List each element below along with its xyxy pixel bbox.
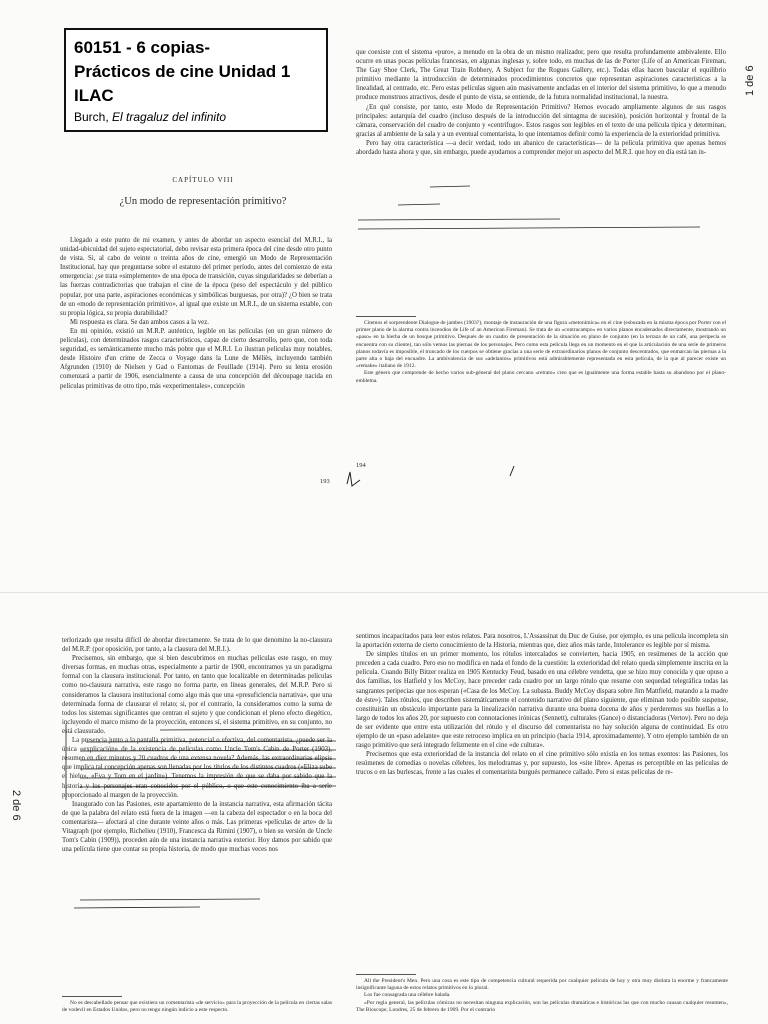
paragraph: sentimos incapacitados para leer estos relatos. Para nosotros, L'Assassinat du Duc de Guise, por ejemplo, es una película incompleta sin la aportación externa de cierto conocimiento de la Historia, mientras que, diez años más tarde, Intolerance es legible por sí misma. (356, 633, 728, 650)
page-bottom-left-footnotes (62, 992, 332, 1014)
footnote: Citemos el sorprendente Dialogue de jambes (1903?), montaje de instauración de una figura «metonímica» en el cine (esbozada en la misma época por Porter con el primer plano de la alarma contra incendios de Life of an American Fireman). Se trata de un «contracampo» en varios planos encadenados directamente, mostrando un «paso» en la hierba de un bosque primitivo. Después de un cuadro de presentación de la situación en plano de conjunto (en la terraza de un café, una peripecia se encuentra con su cliente), tan sólo vemos las piernas de los personajes. Pero como esta película llega en un momento en el que la articulación de una serie de primeros planos todavía es imposible, el truncado de los cuerpos se obtiene gracias a una serie de extraordinarios planos de conjunto descentrados, que enmarcan las piernas a la parte alta o baja del encuadre. La ambivalencia de sus «adelantos» primitivos está admirablemente representada en esta película, de la que al parecer existe un «remake» italiano de 1912. (356, 320, 726, 370)
page-bottom-right-body (356, 632, 728, 778)
page-number: 193 (320, 478, 330, 485)
paragraph: terlorizado que resulta difícil de abordar directamente. Se trata de lo que denomino la no-clausura del M.R.P. (por oposición, por tanto, a la clausura del M.R.I.). (62, 637, 332, 654)
paragraph: Mi respuesta es clara. Se dan ambos casos a la vez. (70, 318, 209, 326)
page-bottom-right (352, 628, 738, 1024)
paragraph: Precisemos, sin embargo, que si bien descubrimos en muchas películas este rasgo, en muy diversas formas, en muchas otras, especialmente a partir de 1900, encontramos ya un paradigma formal con la clausura institucional. Por tanto, en tanto que localizable en determinadas películas como no-clausura narrativa, este rasgo no forma parte, en líneas generales, del M.R.P. Pero si consideramos la clausura institucional como algo más que una «presuficiencia narrativa», que una determinada forma de clausurar el relato; si, por el contrario, la consideramos como la suma de todos los sistemas significantes que centran el sujeto y que condicionan el pleno efecto diegético, incluyendo el marco mismo de la proyección, entonces sí, el sistema primitivo, en su conjunto, no está clausurado. (62, 655, 332, 735)
paragraph: ¿En qué consiste, por tanto, este Modo de Representación Primitivo? Hemos evocado ampliamente algunos de sus rasgos principales: autarquía del cuadro (incluso después de la introducción del sintagma de sucesión), posición horizontal y frontal de la cámara, conservación del cuadro de conjunto y «centrífugo». Estos rasgos son legibles en el texto de una película típica y determinan, gracias al ambiente de la sala y a un eventual comentarista, lo que intentamos definir como la experiencia de la exterioridad primitiva. (356, 103, 726, 138)
footnote-rule (356, 974, 416, 975)
page-bottom-right-footnotes (356, 970, 728, 1014)
paragraph: Inaugurado con las Pasiones, este apartamiento de la instancia narrativa, esta afirmación tácita de que la palabra del relato está fuera de la imagen —en la cabeza del espectador o en la boca del comentarista— afectará al cine durante veinte años o más. Las primeras «películas de arte» de la Vitagraph (por ejemplo, Richelieu (1910), Francesca da Rimini (1907), o bien su versión de Uncle Tom's Cabin (1909)), proceden aún de una instancia narrativa exterior. Hoy damos por sabido que una película tiene que contar su propia historia, de modo que muchas veces nos (62, 800, 332, 854)
header-institution: ILAC (74, 86, 114, 105)
footnote: No es descabellado pensar que existiera un comentarista «de servicio» para la proyección de la película en ciertas salas de vodevil en Estados Unidos, pero no tengo ningún indicio a este respecto. (62, 1000, 332, 1014)
paragraph: Pero hay otra característica —a decir verdad, todo un abanico de características— de la película primitiva que apenas hemos abordado hasta ahora y que, sin embargo, puede ayudarnos a comprender mejor un aspecto del M.R.I. que hoy en día está tan in- (356, 139, 726, 157)
footnote: Este género que comprende de hecho varios sub-géneral del plano cercano «retrato» creo que es igualmente una forma estable hasta su abandono por el plano-emblema. (356, 370, 726, 384)
footnote-rule (62, 996, 122, 997)
page-number: 194 (356, 462, 366, 469)
paragraph: De simples títulos en un primer momento, los rótulos intercalados se convierten, hacia 1905, en resúmenes de la acción que preceden a cada cuadro. Pero eso no modifica en nada el fondo de la cuestión: la exterioridad del relato queda simplemente inscrita en la película. Cuando Billy Bitzer realiza en 1905 Kentucky Feud, basado en una célebre vendetta, que se hizo muy conocida y que opuso a dos familias, los Hatfield y los McCoy, hace preceder cada cuadro por un largo rótulo que resume con sequedad telegráfica todas las sangrantes peripecias que nos esperan («Casa de los McCoy. La subasta. Buddy McCoy dispara sobre Jim Mattfield, matando a la madre de éste»). Tales rótulos, que describen sistemáticamente el contenido narrativo del plano siguiente, que eliminan todo posible suspense, constituirán un obstáculo importante para la linealización narrativa durante una buena docena de años y perderemos sus huellas a lo largo de todos los años 20, por supuesto con connotaciones irónicas (Sennett), culturales (Gance) o distanciadoras (Vertov). Pero no deja de ser evidente que entre esta utilización del rótulo y el discurso del comentarista no hay solución alguna de continuidad. Es otro ejemplo de un «paso adelante» que este retroceso implica en un principio (hacia 1914, aproximadamente). Y otro ejemplo también de un rasgo primitivo que será integrado felizmente en el cine «de cultura». (356, 651, 728, 750)
page-bottom-left (60, 628, 342, 1024)
header-book-title: El tragaluz del infinito (112, 110, 227, 124)
paragraph: Precisemos que esta exterioridad de la instancia del relato en el cine primitivo sólo existía en los temas exentos: las Pasiones, los resúmenes de comedias o novelas célebres, los melodramas y, por supuesto, los «site libre». Apenas es perceptible en las películas de trucos o en las burlescas, frente a las cuales el comentarista burgués permanece callado. Pero si estas películas de re- (356, 751, 728, 777)
chapter-label: CAPÍTULO VIII (172, 176, 234, 184)
footnote-rule (356, 316, 416, 317)
header-author: Burch, (74, 110, 109, 124)
paragraph: que coexiste con el sistema «puro», a menudo en la obra de un mismo realizador, pero que resulta profundamente ambivalente. Ello ocurre en unas pocas películas francesas, en algunas inglesas y, sobre todo, en muchas de las de Porter (Life of an American Fireman, The Gay Shoe Clerk, The Great Train Robbery, A Subject for the Rogues Gallery, etc.). Todas ellas hacen bascular el equilibrio primitivo mediante la introducción de determinados procedimientos concretos que representan aspiraciones características a la linealidad, al centrado, etc. Pero estas películas siguen aún masivamente ancladas en el interior del sistema primitivo, lo que a menudo produce monstruos atractivos, desde el punto de vista, se entiende, de la futura normalidad institucional, la nuestra. (356, 49, 726, 102)
page-193-body (60, 236, 332, 391)
header-course: Prácticos de cine Unidad 1 (74, 62, 291, 81)
page-194-body (356, 48, 726, 157)
paragraph: La presencia junto a la pantalla primitiva, potencial o efectiva, del comentarista, ¿puede ser la única «explicación» de la existencia de películas como Uncle Tom's Cabin de Porter (1903), resumen en diez minutos y 20 cuadros de una extensa novela? Además, las extraordinarias elipsis que implica tal concepción apenas son llenadas por los títulos de los distintos cuadros («Eliza sube el hielo», «Eva y Tom en el jardín»). Tenemos la impresión de que se daba por sabido que la historia y los personajes eran conocidos por el público, o que este conocimiento iba a serle proporcionado al margen de la proyección. (62, 737, 332, 799)
page-194-footnotes (356, 312, 726, 385)
footnote: All the President's Men. Pero una cosa es este tipo de competencia cultural requerida por cualquier película de hoy y otra muy distinta la enorme y francamente insignificante laguna de estos relatos primitivos en lo plural. (356, 978, 728, 992)
side-label-right: 1 de 6 (744, 65, 756, 96)
page-bottom-left-body (62, 636, 332, 854)
footnote: Los fue consagrada una célebre balada. (364, 992, 451, 999)
header-source (74, 108, 318, 126)
page-194 (352, 0, 737, 500)
header-box (64, 28, 328, 132)
scan-fold-line (0, 592, 768, 593)
chapter-title: ¿Un modo de representación primitivo? (119, 196, 287, 207)
paragraph: En mi opinión, existió un M.R.P. auténtico, legible en las películas (en un gran número de películas), con determinados rasgos característicos, capaz de cierto desarrollo, pero que, con toda seguridad, es semánticamente mucho más pobre que el M.R.I. Lo ilustran películas muy notables, desde Histoire d'un crime de Zecca o Voyage dans la Lune de Méliès, incluyendo también Afgrunden (1910) de Nielsen y Gad o Fantomas de Feuillade (1914). Pero su lenta erosión comenzará a partir de 1906, esencialmente a causa de una concepción del découpage nacida en películas primitivas de otro tipo, más «experimentales», concepción (60, 327, 332, 390)
side-label-left: 2 de 6 (10, 790, 22, 821)
footnote: «Por regla general, las películas cómicas no necesitan ninguna explicación, son las películas dramáticas e históricas las que con mucho causan cualquier resumen», The Bioscope, Londres, 25 de febrero de 1909. Por el contrario (356, 999, 728, 1013)
header-copies: 60151 - 6 copias- (74, 38, 211, 57)
paragraph: Llegado a este punto de mi examen, y antes de abordar un aspecto esencial del M.R.I., la unidad-ubicuidad del sujeto espectatorial, debo revisar esta primera época del cine desde otro punto de vista. Si, al cabo de veinte o treinta años de cine, emergió un Modo de Representación Institucional, hay que preguntarse sobre el estatuto del primer período, antes del comienzo de esta emergencia: ¿se trata «simplemente» de una época de transición, cuyas singularidades se deberían a las fuerzas contradictorias que trabajan el cine de la época (peso del espectáculo y del público popular, por una parte, aspiraciones económicas y simbólicas burguesas, por otra)? ¿O bien se trata de un «modo de representación primitivo», al igual que existe un M.R.I., de un sistema estable, con su propia lógica, su propia durabilidad? (60, 237, 332, 317)
